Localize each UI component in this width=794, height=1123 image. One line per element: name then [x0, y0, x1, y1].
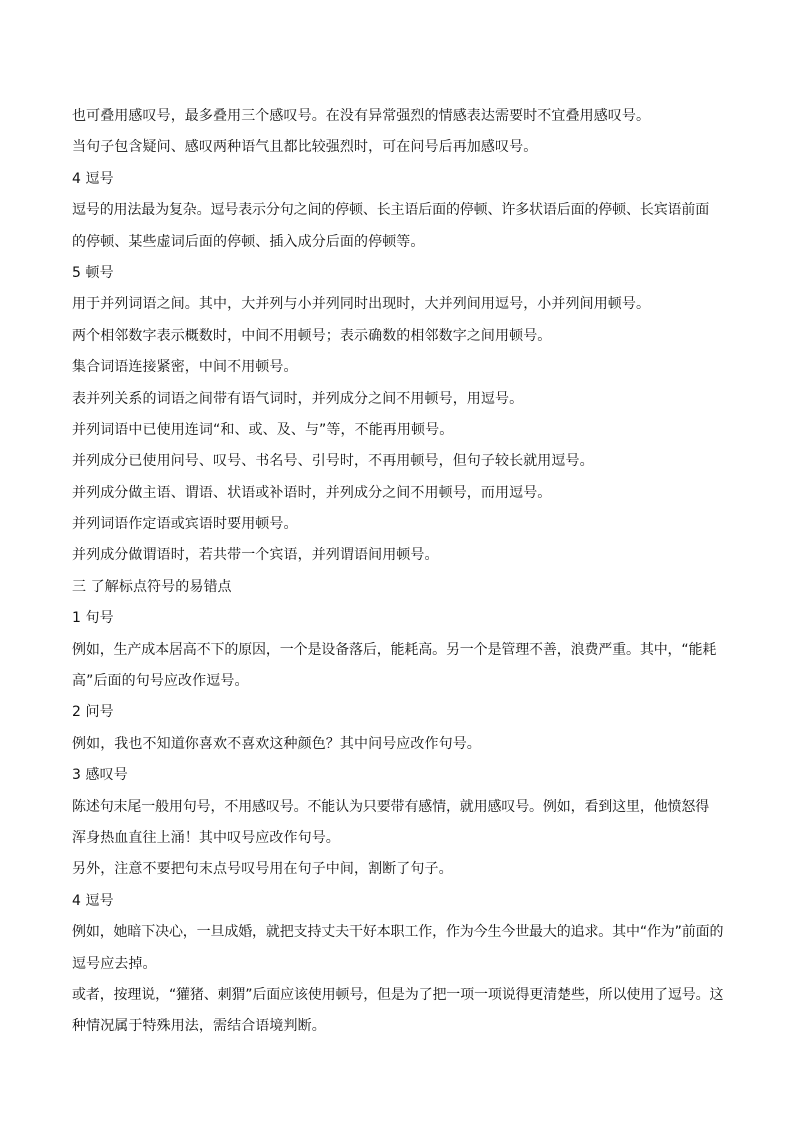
paragraph-line: 表并列关系的词语之间带有语气词时，并列成分之间不用顿号，用逗号。: [72, 390, 524, 407]
paragraph-line: 并列词语中已使用连词“和、或、及、与”等，不能再用顿号。: [72, 421, 454, 438]
document-body: [72, 101, 722, 1043]
paragraph-line: 逗号应去掉。: [72, 955, 157, 972]
paragraph-line: 或者，按理说，“獾猪、刺猬”后面应该使用顿号，但是为了把一项一项说得更清楚些，所以使用了逗号。这: [72, 986, 724, 1003]
paragraph-line: 浑身热血直往上涌！其中叹号应改作句号。: [72, 829, 340, 846]
paragraph-line: 例如，生产成本居高不下的原因，一个是设备落后，能耗高。另一个是管理不善，浪费严重。其中，“能耗: [72, 641, 717, 658]
section-heading: 1 句号: [72, 610, 114, 627]
paragraph-line: 并列词语作定语或宾语时要用顿号。: [72, 516, 298, 533]
paragraph-line: 种情况属于特殊用法，需结合语境判断。: [72, 1018, 326, 1035]
section-heading: 4 逗号: [72, 170, 114, 187]
paragraph-line: 另外，注意不要把句末点号叹号用在句子中间，割断了句子。: [72, 861, 453, 878]
paragraph-line: 也可叠用感叹号，最多叠用三个感叹号。在没有异常强烈的情感表达需要时不宜叠用感叹号。: [72, 108, 651, 124]
paragraph-line: 当句子包含疑问、感叹两种语气且都比较强烈时，可在问号后再加感叹号。: [72, 139, 538, 156]
paragraph-line: 用于并列词语之间。其中，大并列与小并列同时出现时，大并列间用逗号，小并列间用顿号。: [72, 296, 651, 313]
paragraph-line: 高”后面的句号应改作逗号。: [72, 673, 249, 690]
section-heading: 2 问号: [72, 704, 114, 721]
section-heading: 5 顿号: [72, 264, 114, 281]
paragraph-line: 例如，我也不知道你喜欢不喜欢这种颜色？其中问号应改作句号。: [72, 735, 481, 752]
paragraph-line: 的停顿、某些虚词后面的停顿、插入成分后面的停顿等。: [72, 233, 425, 250]
paragraph-line: 例如，她暗下决心，一旦成婚，就把支持丈夫干好本职工作，作为今生今世最大的追求。其中“作为”前面的: [72, 924, 724, 941]
paragraph-line: 集合词语连接紧密，中间不用顿号。: [72, 359, 298, 376]
paragraph-line: 两个相邻数字表示概数时，中间不用顿号；表示确数的相邻数字之间用顿号。: [72, 327, 552, 344]
section-heading: 3 感叹号: [72, 767, 128, 784]
chapter-heading: 三 了解标点符号的易错点: [72, 578, 232, 595]
section-heading: 4 逗号: [72, 892, 114, 909]
paragraph-line: 并列成分已使用问号、叹号、书名号、引号时，不再用顿号，但句子较长就用逗号。: [72, 453, 594, 470]
paragraph-line: 并列成分做谓语时，若共带一个宾语，并列谓语间用顿号。: [72, 547, 439, 564]
paragraph-line: 逗号的用法最为复杂。逗号表示分句之间的停顿、长主语后面的停顿、许多状语后面的停顿、长宾语前面: [72, 202, 710, 219]
paragraph-line: 并列成分做主语、谓语、状语或补语时，并列成分之间不用顿号，而用逗号。: [72, 484, 552, 501]
paragraph-line: 陈述句末尾一般用句号，不用感叹号。不能认为只要带有感情，就用感叹号。例如，看到这里，他愤怒得: [72, 798, 710, 815]
